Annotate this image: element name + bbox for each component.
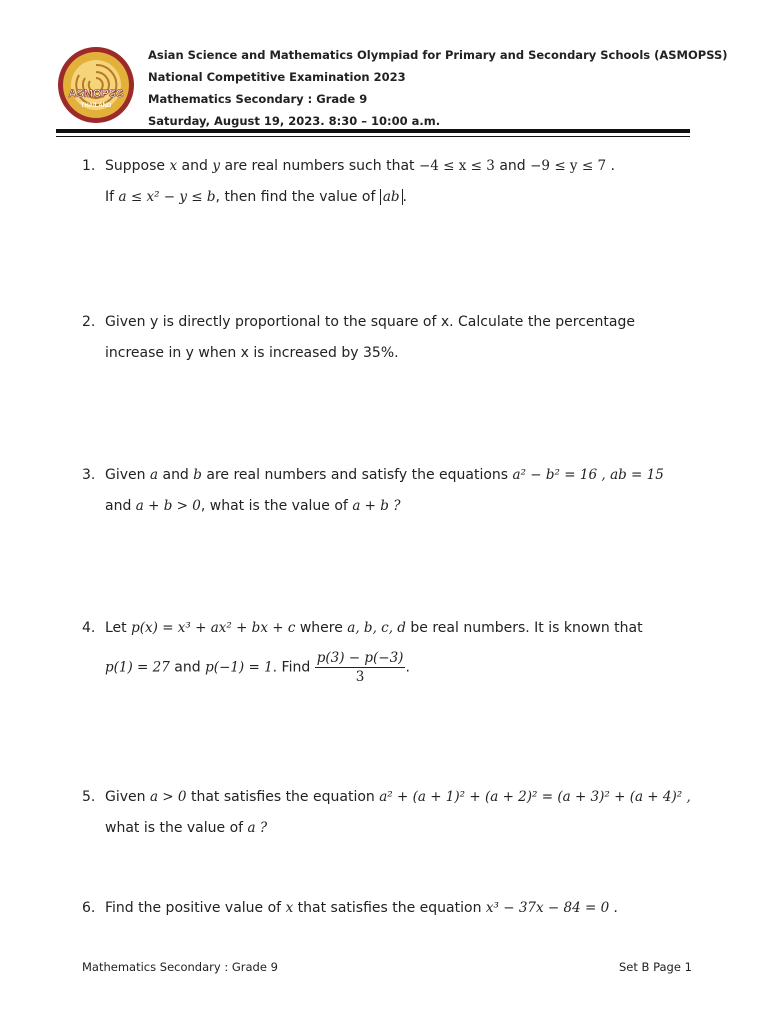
header-line-3: Mathematics Secondary : Grade 9 [148,92,368,106]
question-number: 1. [82,158,96,174]
asmopss-logo [57,46,135,124]
header-rule-thin [56,136,690,137]
fraction: $\frac{p(3) - p(-3)}{3}$ [316,650,404,685]
header-line-4: Saturday, August 19, 2023. 8:30 – 10:00 a.m. [148,114,441,128]
svg-text:THAILAND: THAILAND [80,103,112,109]
question-number: 4. [82,620,96,636]
exam-header [148,44,728,132]
header-line-1: Asian Science and Mathematics Olympiad for Primary and Secondary Schools (ASMOPSS) [148,48,728,62]
footer-subject: Mathematics Secondary : Grade 9 [82,960,278,974]
question-number: 5. [82,789,96,805]
header-rule-thick [56,129,690,133]
question-number: 3. [82,467,96,483]
header-line-2: National Competitive Examination 2023 [148,70,406,84]
question-number: 6. [82,900,96,916]
question-number: 2. [82,314,96,330]
svg-text:ASMOPSS: ASMOPSS [68,88,124,100]
footer-page-number: Set B Page 1 [619,960,692,974]
